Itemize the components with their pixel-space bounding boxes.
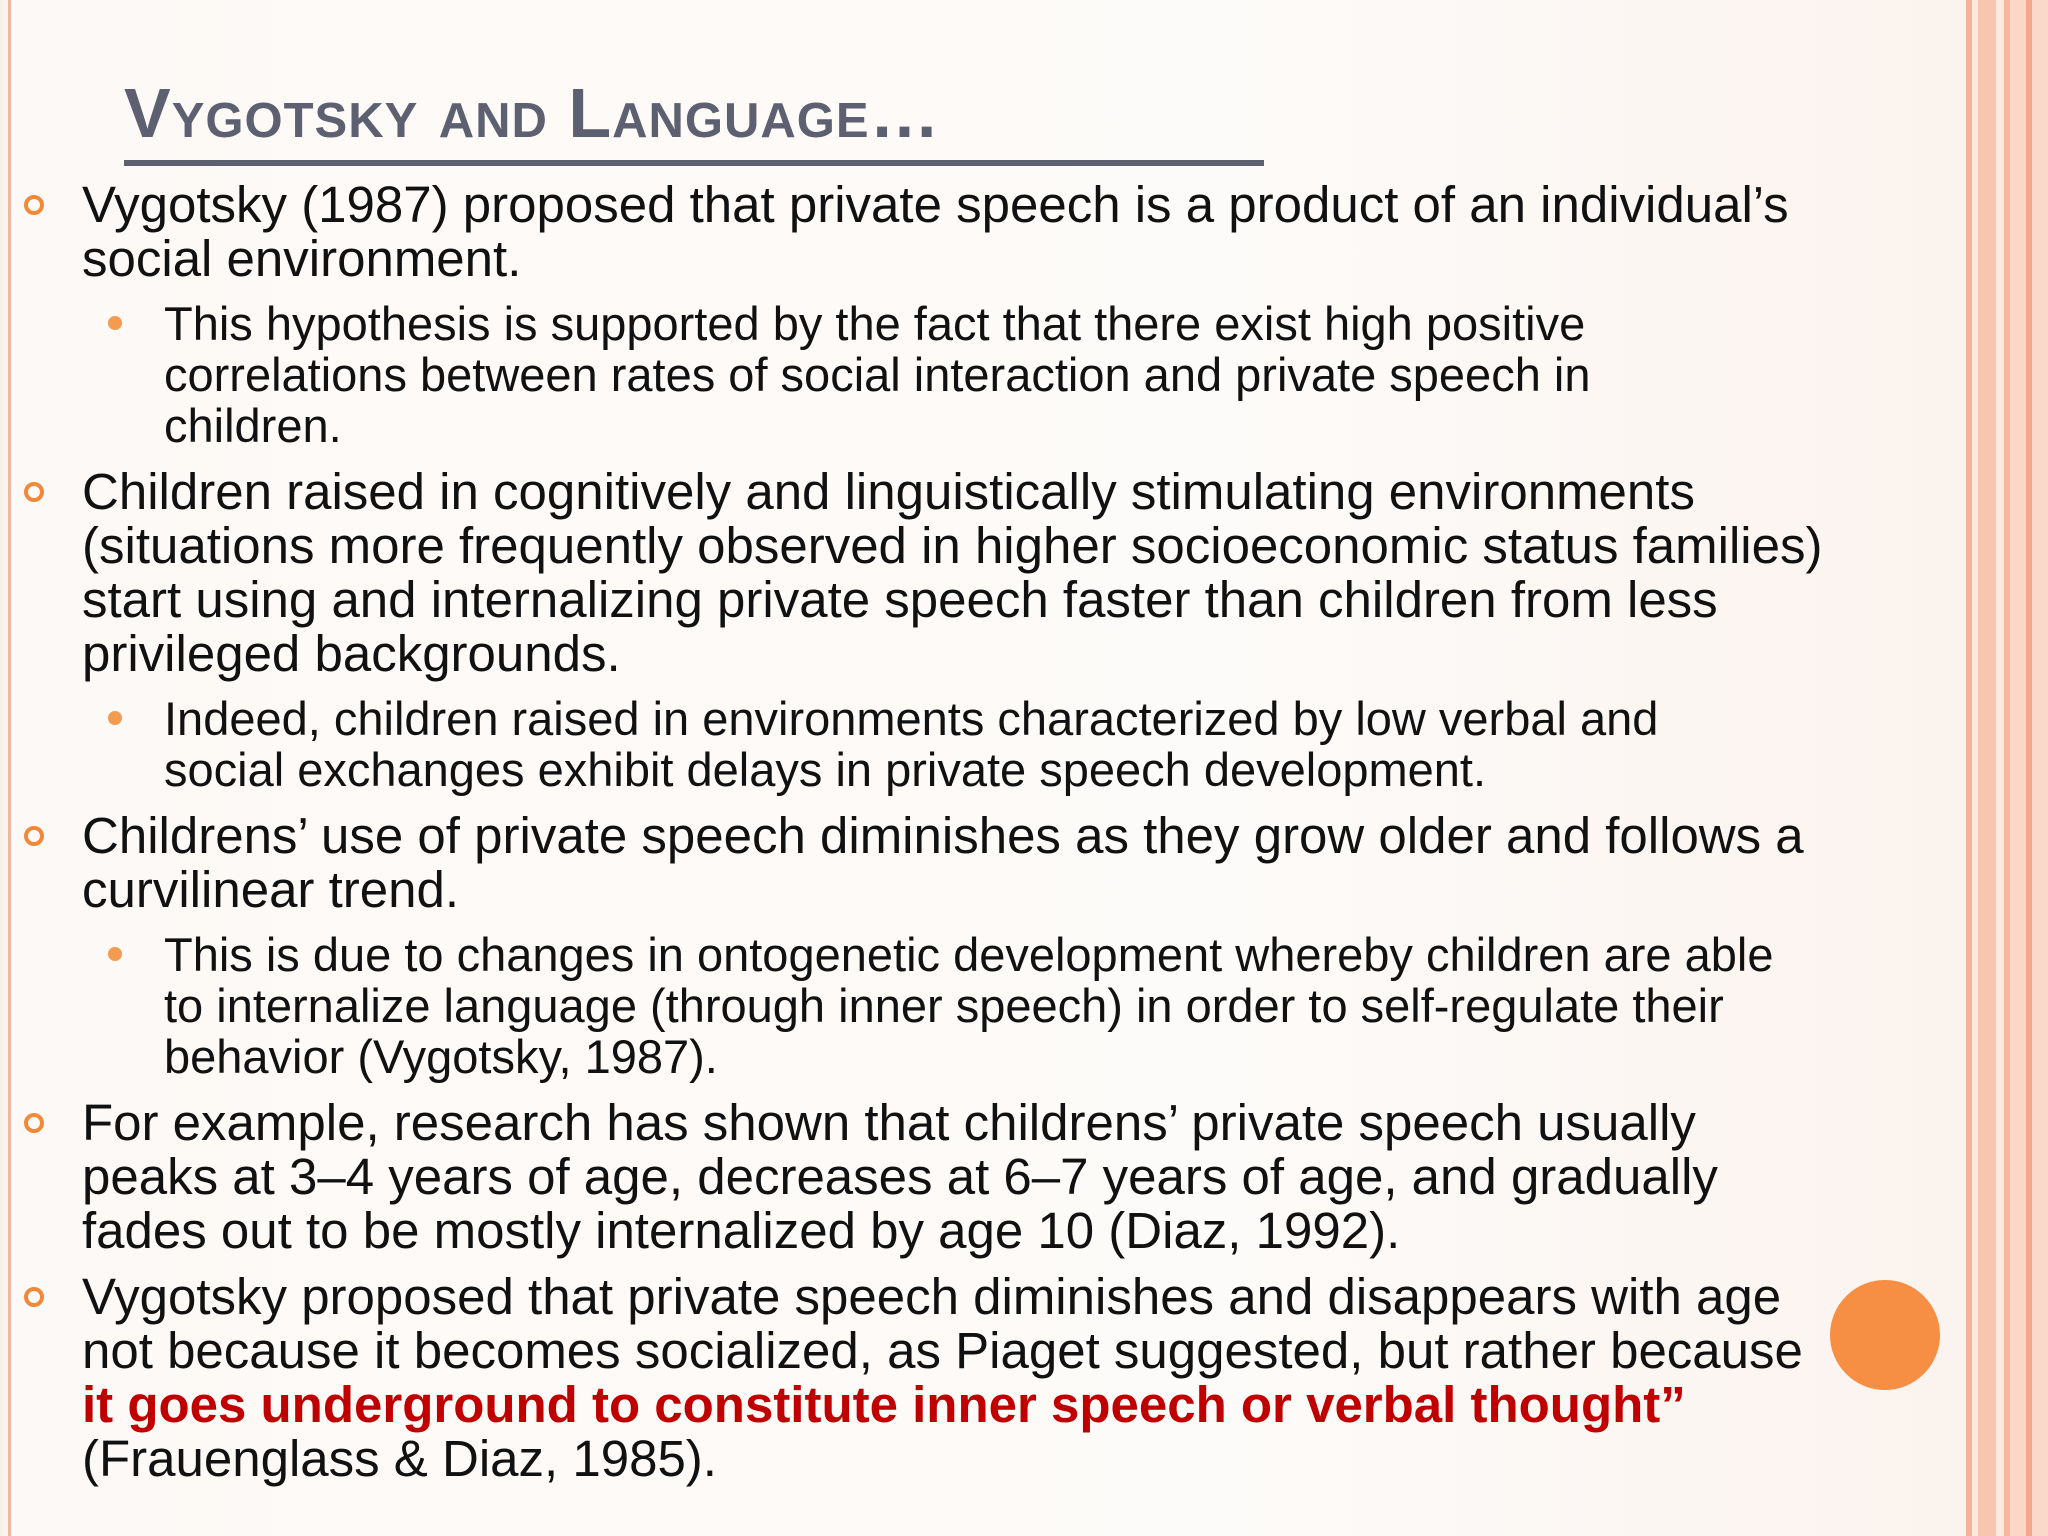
sub-bullet-1-1-line-1: This hypothesis is supported by the fact that there exist high positive — [164, 297, 1586, 350]
bullet-2 — [0, 465, 2048, 681]
bullet-4-line-2: peaks at 3–4 years of age, decreases at 6–7 years of age, and gradually — [82, 1148, 1718, 1205]
dot-bullet-icon — [108, 947, 122, 961]
sub-bullet-2-1 — [0, 693, 2048, 795]
sub-bullet-1-1 — [0, 298, 2048, 451]
sub-bullet-2-1-line-1: Indeed, children raised in environments characterized by low verbal and — [164, 692, 1659, 745]
ring-bullet-icon — [24, 482, 44, 502]
bullet-3 — [0, 809, 2048, 917]
sub-bullet-2-1-line-2: social exchanges exhibit delays in private speech development. — [164, 743, 1487, 796]
bullet-5-line-4: (Frauenglass & Diaz, 1985). — [82, 1430, 717, 1487]
bullet-2-line-2: (situations more frequently observed in higher socioeconomic status families) — [82, 517, 1823, 574]
bullet-2-line-1: Children raised in cognitively and linguistically stimulating environments — [82, 463, 1695, 520]
dot-bullet-icon — [108, 316, 122, 330]
sub-bullet-3-1-line-2: to internalize language (through inner speech) in order to self-regulate their — [164, 979, 1724, 1032]
bullet-1 — [0, 178, 2048, 286]
title-underline — [124, 160, 1264, 166]
bullet-1-line-1: Vygotsky (1987) proposed that private speech is a product of an individual’s — [82, 176, 1789, 233]
ring-bullet-icon — [24, 826, 44, 846]
bullet-4-line-3: fades out to be mostly internalized by age 10 (Diaz, 1992). — [82, 1202, 1401, 1259]
bullet-5-line-2: not because it becomes socialized, as Piaget suggested, but rather because — [82, 1322, 1803, 1379]
slide-content — [0, 178, 2048, 1498]
bullet-4-line-1: For example, research has shown that childrens’ private speech usually — [82, 1094, 1696, 1151]
sub-bullet-3-1-line-1: This is due to changes in ontogenetic development whereby children are able — [164, 928, 1774, 981]
ring-bullet-icon — [24, 1113, 44, 1133]
bullet-5-highlight-quote: it goes underground to constitute inner speech or verbal thought” — [82, 1376, 1686, 1433]
bullet-2-line-3: start using and internalizing private speech faster than children from less — [82, 571, 1718, 628]
bullet-3-line-1: Childrens’ use of private speech diminishes as they grow older and follows a — [82, 807, 1804, 864]
dot-bullet-icon — [108, 711, 122, 725]
bullet-3-line-2: curvilinear trend. — [82, 861, 459, 918]
bullet-5-line-1: Vygotsky proposed that private speech diminishes and disappears with age — [82, 1268, 1782, 1325]
bullet-5 — [0, 1270, 2048, 1486]
bullet-4 — [0, 1096, 2048, 1258]
ring-bullet-icon — [24, 195, 44, 215]
sub-bullet-1-1-line-2: correlations between rates of social interaction and private speech in — [164, 348, 1591, 401]
sub-bullet-3-1-line-3: behavior (Vygotsky, 1987). — [164, 1030, 718, 1083]
sub-bullet-1-1-line-3: children. — [164, 399, 342, 452]
slide-title: Vygotsky and Language… — [124, 74, 941, 152]
bullet-2-line-4: privileged backgrounds. — [82, 625, 621, 682]
sub-bullet-3-1 — [0, 929, 2048, 1082]
ring-bullet-icon — [24, 1287, 44, 1307]
orange-circle-decoration — [1830, 1280, 1940, 1390]
bullet-1-line-2: social environment. — [82, 230, 522, 287]
